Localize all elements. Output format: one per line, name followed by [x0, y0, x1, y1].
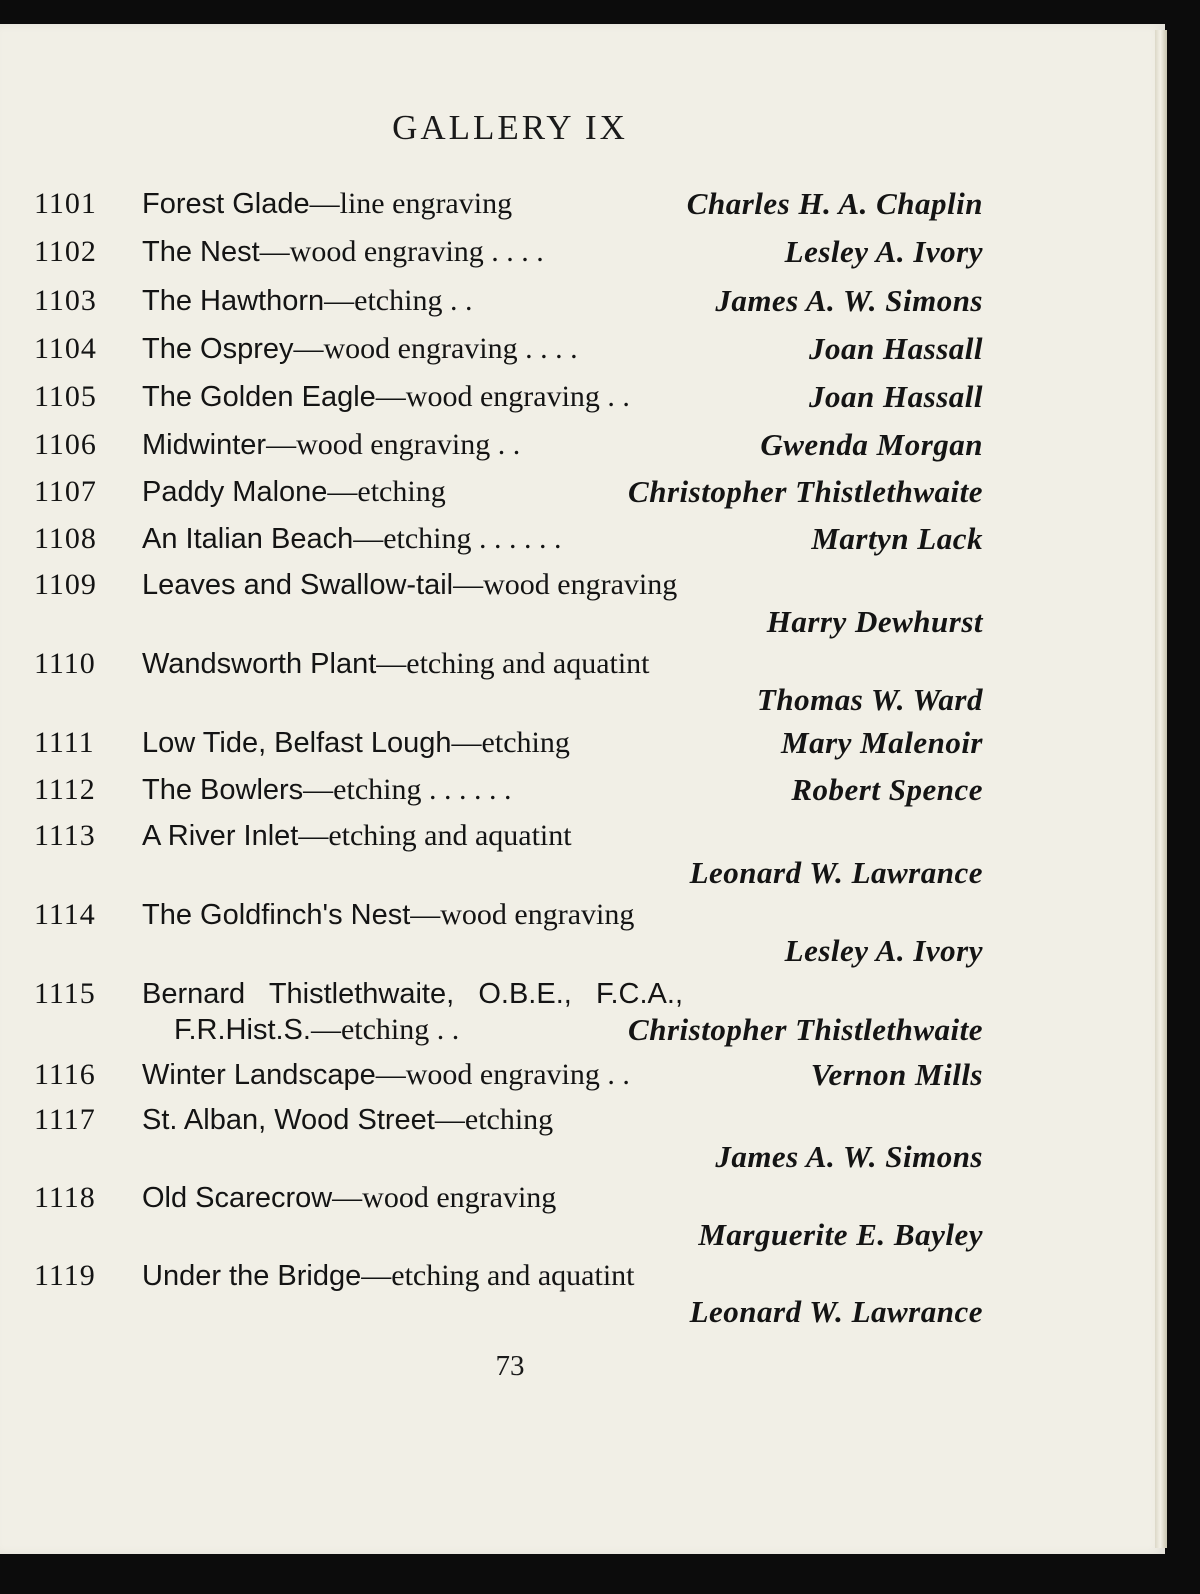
- entry-artist: James A. W. Simons: [715, 283, 983, 318]
- dot-leader: . . . . . .: [471, 522, 562, 555]
- entry-title: The Bowlers: [142, 774, 304, 806]
- entry-1115-continuation: [0, 1008, 1165, 1052]
- entry-artist: Christopher Thistlethwaite: [628, 474, 983, 509]
- entry-artist: Robert Spence: [791, 772, 983, 807]
- entry-1110-artist-line: [0, 678, 1165, 722]
- entry-1109-artist-line: [0, 600, 1165, 644]
- entry-number: 1114: [34, 898, 96, 931]
- entry-1106: [0, 423, 1165, 467]
- entry-1116: [0, 1053, 1165, 1097]
- dot-leader: . .: [429, 1013, 460, 1046]
- entry-1111: [0, 721, 1165, 765]
- entry-number: 1108: [34, 522, 97, 555]
- entry-number: 1106: [34, 428, 97, 461]
- entry-medium: —etching: [434, 1103, 554, 1136]
- entry-artist: Lesley A. Ivory: [784, 933, 983, 968]
- page-title: GALLERY IX: [392, 108, 628, 147]
- entry-medium: —etching: [303, 773, 422, 806]
- entry-medium: —etching and aquatint: [361, 1259, 635, 1292]
- entry-title: Forest Glade: [142, 188, 310, 220]
- entry-title: Old Scarecrow: [142, 1182, 333, 1214]
- entry-title: An Italian Beach: [142, 523, 354, 555]
- entry-number: 1107: [34, 475, 97, 508]
- entry-medium: —wood engraving: [453, 568, 678, 601]
- entry-title: A River Inlet: [142, 820, 299, 852]
- entry-1112: [0, 768, 1165, 812]
- entry-medium: —wood engraving: [375, 380, 600, 413]
- entry-artist: Thomas W. Ward: [756, 682, 983, 717]
- entry-number: 1112: [34, 773, 96, 806]
- entry-number: 1103: [34, 284, 97, 317]
- entry-title: The Golden Eagle: [142, 381, 376, 413]
- entry-artist: James A. W. Simons: [715, 1139, 983, 1174]
- dot-leader: . .: [599, 380, 630, 413]
- entry-title-cont: F.R.Hist.S.: [174, 1014, 311, 1046]
- entry-number: 1102: [34, 235, 97, 268]
- entry-title-line: [142, 517, 562, 561]
- entry-number: 1116: [34, 1058, 96, 1091]
- dot-leader: . .: [490, 428, 521, 461]
- dot-leader: . . . . . .: [421, 773, 512, 806]
- entry-title: Leaves and Swallow-tail: [142, 569, 454, 601]
- entry-title-line: [142, 182, 512, 226]
- entry-medium: —etching and aquatint: [376, 647, 650, 680]
- entry-medium: —wood engraving: [410, 898, 635, 931]
- entry-title: The Hawthorn: [142, 285, 325, 317]
- dot-leader: . . . .: [517, 332, 578, 365]
- entry-medium: —wood engraving: [293, 332, 518, 365]
- entry-artist: Joan Hassall: [809, 379, 983, 414]
- entry-title: Under the Bridge: [142, 1260, 362, 1292]
- entry-1105: [0, 375, 1165, 419]
- entry-title-line: [142, 327, 578, 371]
- entry-artist: Mary Malenoir: [781, 725, 983, 760]
- entry-title-line: [142, 1053, 630, 1097]
- entry-title: Midwinter: [142, 429, 267, 461]
- entry-medium: —etching: [353, 522, 472, 555]
- dot-leader: . . . .: [483, 235, 544, 268]
- entry-artist: Leonard W. Lawrance: [689, 855, 983, 890]
- entry-title-line: [142, 721, 570, 765]
- entry-artist: Harry Dewhurst: [766, 604, 983, 639]
- entry-artist: Vernon Mills: [810, 1057, 983, 1092]
- entry-artist: Lesley A. Ivory: [784, 234, 983, 269]
- entry-medium: —etching: [327, 475, 446, 508]
- entry-1114-artist-line: [0, 929, 1165, 973]
- entry-title-line: [142, 423, 520, 467]
- entry-medium: —etching: [324, 284, 443, 317]
- entry-artist: Joan Hassall: [809, 331, 983, 366]
- dot-leader: . .: [442, 284, 473, 317]
- entry-title-line: [142, 375, 630, 419]
- entry-medium: —etching: [310, 1013, 430, 1046]
- dot-leader: . .: [599, 1058, 630, 1091]
- page-number: 73: [495, 1350, 525, 1382]
- entry-title: Bernard Thistlethwaite, O.B.E., F.C.A.,: [142, 978, 684, 1010]
- entry-title: The Osprey: [142, 333, 294, 365]
- entry-1107: [0, 470, 1165, 514]
- entry-artist: Marguerite E. Bayley: [698, 1217, 983, 1252]
- entry-number: 1105: [34, 380, 97, 413]
- entry-1113-artist-line: [0, 851, 1165, 895]
- entry-title-line: [174, 1008, 459, 1052]
- entry-title: Wandsworth Plant: [142, 648, 377, 680]
- entry-number: 1117: [34, 1103, 96, 1136]
- entry-artist: Martyn Lack: [811, 521, 983, 556]
- entry-medium: —line engraving: [309, 187, 513, 220]
- entry-title-line: [142, 230, 544, 274]
- entry-title-line: [142, 279, 472, 323]
- entry-number: 1119: [34, 1259, 96, 1292]
- entry-1102: [0, 230, 1165, 274]
- entry-title: St. Alban, Wood Street: [142, 1104, 435, 1136]
- entry-1117-artist-line: [0, 1135, 1165, 1179]
- entry-1101: [0, 182, 1165, 226]
- entry-medium: —etching and aquatint: [298, 819, 572, 852]
- entry-title: The Goldfinch's Nest: [142, 899, 411, 931]
- entry-title-line: [142, 768, 511, 812]
- entry-medium: —etching: [451, 726, 570, 759]
- entry-1108: [0, 517, 1165, 561]
- entry-number: 1104: [34, 332, 97, 365]
- entry-1118-artist-line: [0, 1213, 1165, 1257]
- entry-number: 1111: [34, 726, 95, 759]
- entry-artist: Leonard W. Lawrance: [689, 1294, 983, 1329]
- entry-title: Paddy Malone: [142, 476, 328, 508]
- entry-artist: Gwenda Morgan: [760, 427, 983, 462]
- entry-1119-artist-line: [0, 1290, 1165, 1334]
- entry-medium: —wood engraving: [259, 235, 484, 268]
- entry-title: Winter Landscape: [142, 1059, 376, 1091]
- entry-artist: Christopher Thistlethwaite: [628, 1012, 983, 1047]
- entry-number: 1109: [34, 568, 97, 601]
- entry-number: 1118: [34, 1181, 96, 1214]
- entry-artist: Charles H. A. Chaplin: [686, 186, 983, 221]
- entry-number: 1115: [34, 977, 96, 1010]
- entry-title: Low Tide, Belfast Lough: [142, 727, 452, 759]
- entry-number: 1110: [34, 647, 96, 680]
- entry-1103: [0, 279, 1165, 323]
- entry-number: 1101: [34, 187, 97, 220]
- entry-medium: —wood engraving: [375, 1058, 600, 1091]
- entry-number: 1113: [34, 819, 96, 852]
- entry-medium: —wood engraving: [332, 1181, 557, 1214]
- entry-medium: —wood engraving: [266, 428, 491, 461]
- entry-title: The Nest: [142, 236, 260, 268]
- entry-1104: [0, 327, 1165, 371]
- entry-title-line: [142, 470, 446, 514]
